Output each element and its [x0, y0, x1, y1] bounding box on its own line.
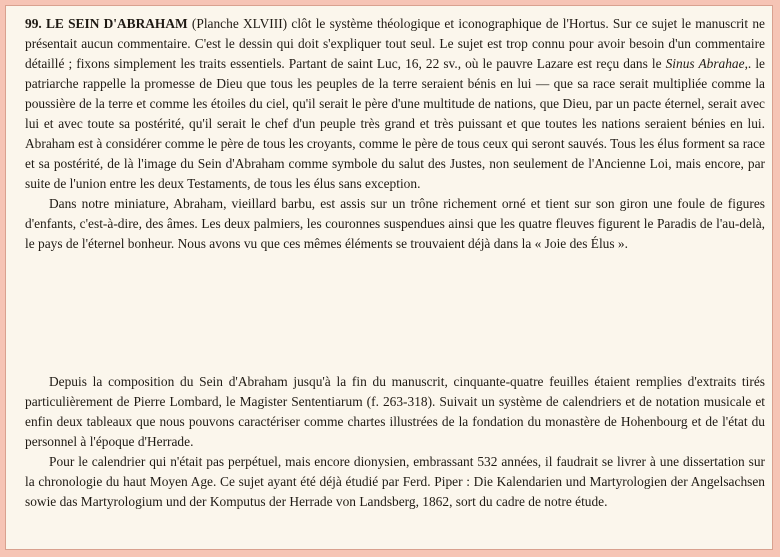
paragraph-1-part-2: ,. le patriarche rappelle la promesse de Dieu que tous les peuples de la terre seraient bénis en lui — que sa race serait multipliée comme la poussière de la terre et comme les étoiles du ciel, qu'il serait le père d'une multitude de nations, que Dieu, par un pacte éternel, serait avec lui et avec toute sa postérité, qu'il serait le chef d'un peuple très grand et très puissant et que toutes les nations seraient bénies en lui. Abraham est à considérer comme le père de tous les croyants, comme le père de tous ceux qui seront sauvés. Tous les élus forment sa race et sa postérité, de là l'image du Sein d'Abraham comme symbole du salut des Justes, non seulement de l'Ancienne Loi, mais encore, par suite de l'union entre les deux Testaments, de tous les élus sans exception. — [25, 56, 765, 191]
continuation-text — [25, 372, 765, 512]
section-99-text — [25, 14, 765, 254]
paragraph-1-part-0: clôt le système théologique et iconographique de l'Hortus. Sur ce sujet le manuscrit ne présentait aucun commentaire. C'est le dessin qui doit s'expliquer tout seul. Le sujet est trop connu pour avoir besoin d'un commentaire détaillé ; fixons simplement les traits essentiels. Partant de saint Luc, 16, 22 sv., où le pauvre Lazare est reçu dans le — [25, 16, 765, 71]
paragraph-2: Dans notre miniature, Abraham, vieillard barbu, est assis sur un trône richement orné et tient sur son giron une foule de figures d'enfants, c'est-à-dire, des âmes. Les deux palmiers, les couronnes suspendues ainsi que les quatre fleuves figurent le Paradis de l'au-delà, le pays de l'éternel bonheur. Nous avons vu que ces mêmes éléments se trouvaient déjà dans la « Joie des Élus ». — [25, 196, 765, 251]
paragraph-1 — [25, 14, 765, 194]
paragraph-4: Pour le calendrier qui n'était pas perpétuel, mais encore dionysien, embrassant 532 années, il faudrait se livrer à une dissertation sur la chronologie du haut Moyen Age. Ce sujet ayant été déjà étudié par Ferd. Piper : Die Kalendarien und Martyrologien der Angelsachsen sowie das Martyrologium und der Komputus der Herrade von Landsberg, 1862, sort du cadre de notre étude. — [25, 454, 765, 509]
document-page — [5, 5, 773, 550]
paragraph-3: Depuis la composition du Sein d'Abraham jusqu'à la fin du manuscrit, cinquante-quatre feuilles étaient remplies d'extraits tirés particulièrement de Pierre Lombard, le Magister Sententiarum (f. 263-318). Suivait un système de calendriers et de notation musicale et enfin deux tableaux que nous pouvons caractériser comme chartes illustrées de la fondation du monastère de Hohenbourg et de l'état du personnel à l'époque d'Herrade. — [25, 374, 765, 449]
section-title: LE SEIN D'ABRAHAM — [46, 16, 188, 31]
plate-reference: (Planche XLVIII) — [191, 16, 288, 31]
paragraph-1-italic-term: Sinus Abrahae — [665, 56, 745, 71]
section-number: 99. — [25, 16, 42, 31]
